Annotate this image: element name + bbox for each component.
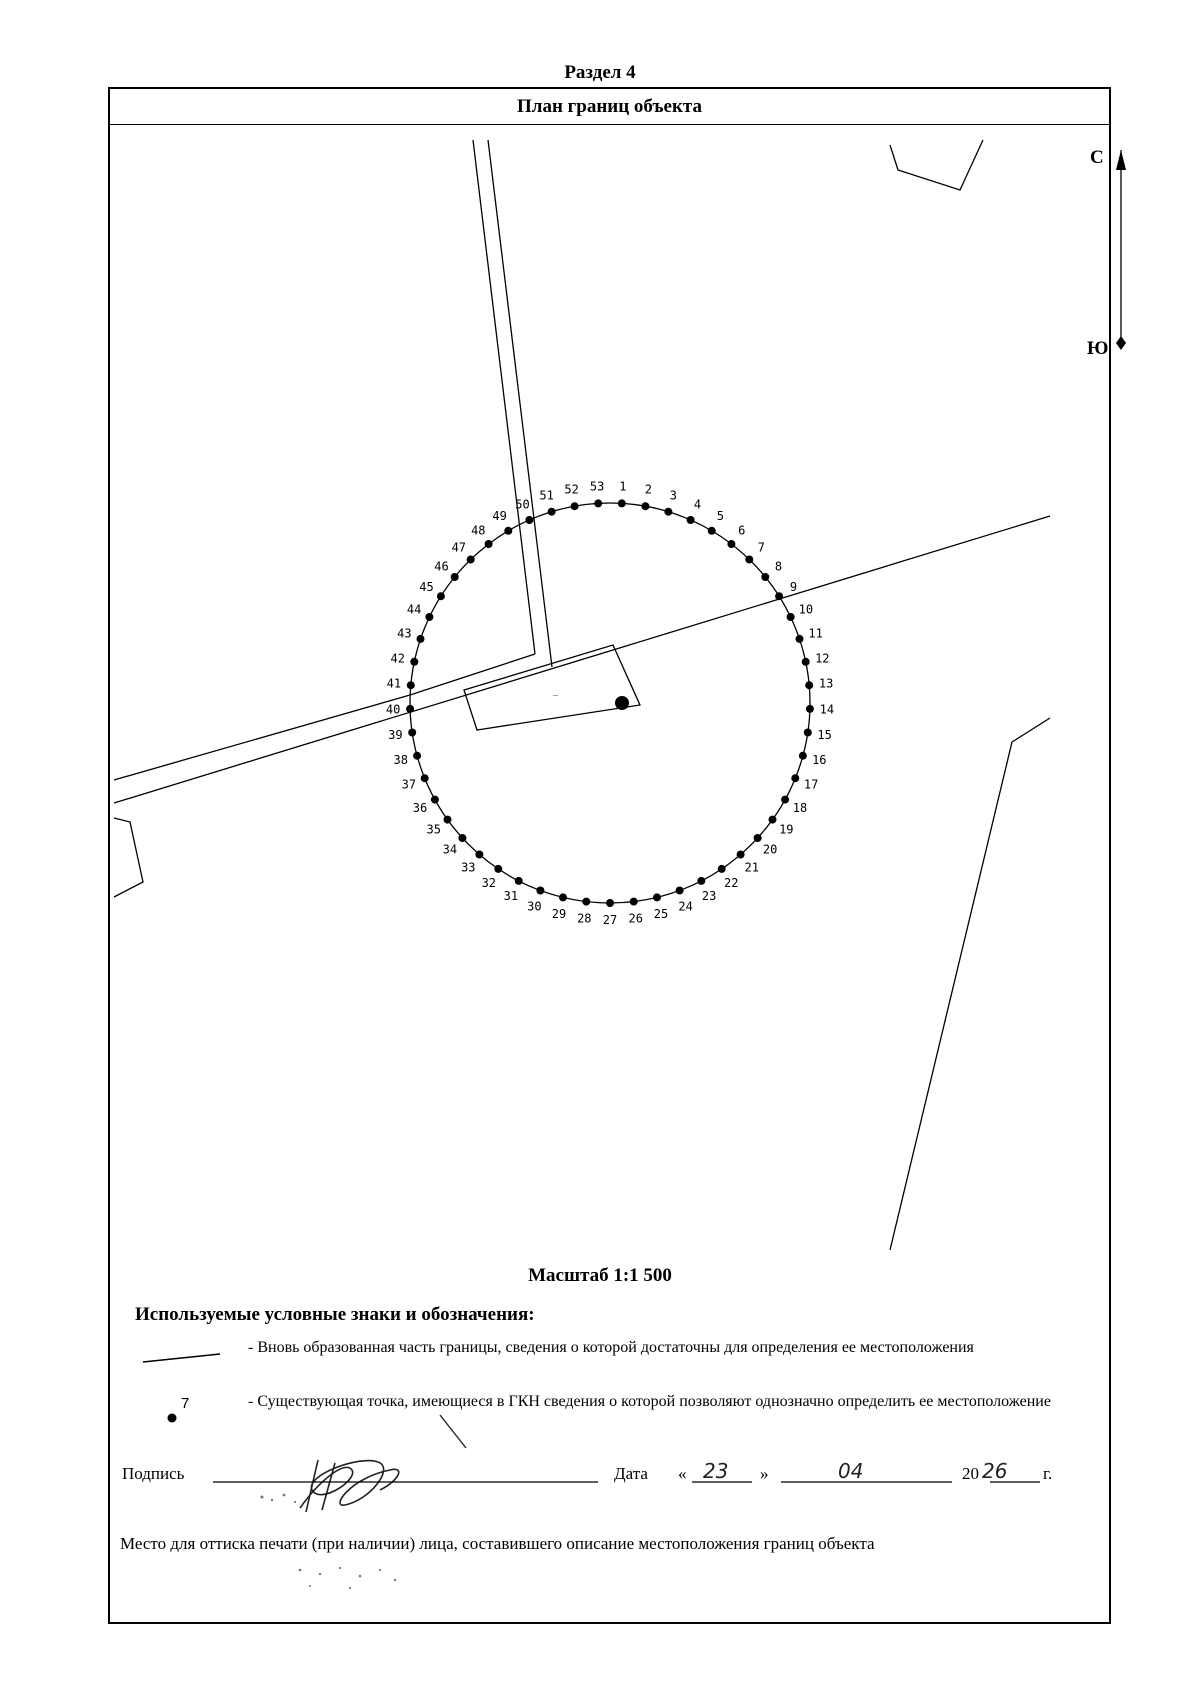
feature-line [890, 140, 983, 190]
north-arrow-head-icon [1116, 150, 1126, 170]
boundary-point-30 [536, 887, 544, 895]
boundary-point-53 [594, 499, 602, 507]
boundary-points [386, 479, 834, 927]
boundary-point-label: 51 [539, 488, 554, 503]
boundary-point-label: 53 [589, 479, 605, 494]
boundary-point-40 [406, 705, 414, 713]
boundary-point-44 [425, 613, 433, 621]
south-label: Ю [1087, 338, 1109, 359]
boundary-point-32 [494, 865, 502, 873]
date-open-quote: « [678, 1464, 687, 1483]
boundary-point-28 [582, 898, 590, 906]
boundary-point-label: 26 [628, 911, 643, 926]
legend-heading: Используемые условные знаки и обозначения: [135, 1304, 535, 1325]
boundary-point-label: 9 [789, 580, 798, 595]
boundary-point-label: 28 [577, 911, 592, 926]
date-day-value: 23 [703, 1459, 729, 1483]
boundary-point-50 [525, 516, 533, 524]
boundary-point-label: 1 [619, 479, 627, 494]
boundary-point-label: 50 [515, 497, 530, 512]
boundary-point-label: 2 [644, 482, 653, 497]
south-arrow-tail-icon [1116, 336, 1126, 350]
date-label: Дата [614, 1464, 648, 1483]
date-year-suffix: 26 [982, 1459, 1008, 1483]
boundary-point-22 [718, 865, 726, 873]
boundary-point-label: 12 [815, 651, 830, 666]
boundary-point-38 [413, 752, 421, 760]
plan-title: План границ объекта [110, 89, 1109, 125]
boundary-point-21 [737, 851, 745, 859]
boundary-point-label: 3 [669, 488, 678, 503]
boundary-point-31 [515, 877, 523, 885]
boundary-point-label: 42 [390, 651, 405, 666]
boundary-point-36 [431, 796, 439, 804]
boundary-point-14 [806, 705, 814, 713]
road-line [473, 140, 535, 654]
boundary-point-label: 25 [653, 906, 669, 921]
boundary-point-label: 35 [426, 822, 441, 837]
boundary-point-label: 40 [385, 702, 401, 717]
feature-line [114, 818, 143, 897]
boundary-point-41 [407, 681, 415, 689]
boundary-point-label: 31 [503, 889, 519, 904]
boundary-point-label: 6 [738, 523, 746, 538]
boundary-point-20 [754, 834, 762, 842]
date-close-quote: » [760, 1464, 769, 1483]
signature-label: Подпись [122, 1464, 185, 1483]
boundary-point-label: 15 [817, 728, 832, 742]
boundary-point-label: 13 [818, 676, 834, 691]
boundary-point-17 [791, 774, 799, 782]
boundary-point-23 [697, 877, 705, 885]
boundary-point-25 [653, 893, 661, 901]
boundary-point-24 [676, 887, 684, 895]
boundary-point-51 [548, 508, 556, 516]
legend-point-number: 7 [181, 1395, 190, 1412]
boundary-point-label: 49 [492, 509, 507, 524]
boundary-point-6 [727, 540, 735, 548]
boundary-point-18 [781, 796, 789, 804]
boundary-point-8 [761, 573, 769, 581]
cadastral-lines [114, 140, 1121, 1250]
boundary-point-label: 39 [388, 728, 403, 742]
boundary-point-label: 23 [701, 889, 717, 904]
boundary-point-42 [410, 658, 418, 666]
road-line [488, 140, 552, 667]
legend-existing-point-icon [168, 1414, 177, 1423]
signature-stroke [440, 1415, 466, 1448]
boundary-point-47 [467, 556, 475, 564]
date-month-value: 04 [838, 1459, 864, 1483]
boundary-point-label: 41 [386, 676, 402, 691]
parcel-mark: — [553, 693, 558, 699]
legend-existing-point-text: - Существующая точка, имеющиеся в ГКН сведения о которой позволяют однозначно определить ее местоположение [248, 1393, 1051, 1410]
boundary-point-16 [799, 752, 807, 760]
boundary-point-label: 52 [564, 482, 579, 497]
boundary-point-33 [475, 851, 483, 859]
boundary-point-label: 24 [678, 899, 693, 914]
boundary-point-48 [485, 540, 493, 548]
boundary-point-19 [769, 816, 777, 824]
boundary-point-2 [641, 502, 649, 510]
boundary-point-4 [687, 516, 695, 524]
boundary-point-label: 43 [397, 626, 412, 641]
boundary-point-15 [804, 729, 812, 737]
boundary-point-3 [664, 508, 672, 516]
boundary-point-7 [745, 556, 753, 564]
seal-place-text: Место для оттиска печати (при наличии) лица, составившего описание местоположения границ объекта [120, 1534, 875, 1553]
boundary-point-43 [417, 635, 425, 643]
boundary-point-27 [606, 899, 614, 907]
boundary-point-label: 47 [451, 540, 467, 555]
boundary-point-label: 20 [762, 842, 778, 857]
boundary-point-label: 4 [693, 497, 702, 512]
boundary-point-label: 14 [819, 702, 835, 717]
date-year-unit: г. [1043, 1464, 1053, 1483]
boundary-point-label: 30 [527, 899, 542, 914]
boundary-point-label: 37 [401, 777, 417, 792]
boundary-point-label: 34 [442, 842, 458, 857]
boundary-point-9 [775, 592, 783, 600]
boundary-point-39 [408, 729, 416, 737]
boundary-point-37 [421, 774, 429, 782]
boundary-point-label: 11 [808, 626, 823, 641]
date-year-prefix: 20 [962, 1464, 979, 1483]
road-line [114, 654, 535, 780]
boundary-point-label: 16 [812, 753, 827, 768]
section-title: Раздел 4 [564, 62, 636, 83]
feature-line [890, 718, 1050, 1250]
boundary-point-5 [708, 527, 716, 535]
boundary-point-label: 10 [798, 602, 814, 617]
boundary-point-45 [437, 592, 445, 600]
legend-new-boundary-line [143, 1354, 220, 1362]
boundary-point-label: 22 [723, 876, 739, 890]
boundary-point-label: 18 [792, 800, 808, 815]
boundary-point-26 [630, 898, 638, 906]
boundary-point-label: 45 [419, 580, 434, 595]
boundary-line [114, 516, 1050, 803]
boundary-point-label: 44 [406, 602, 422, 617]
boundary-point-10 [787, 613, 795, 621]
signature-scribble [300, 1460, 399, 1512]
boundary-point-label: 32 [481, 876, 497, 890]
boundary-point-label: 33 [461, 860, 476, 875]
boundary-point-52 [571, 502, 579, 510]
boundary-point-label: 48 [471, 523, 486, 538]
legend-new-boundary-text: - Вновь образованная часть границы, сведения о которой достаточны для определения ее местоположения [248, 1339, 974, 1356]
boundary-point-label: 38 [393, 753, 408, 768]
boundary-point-label: 21 [744, 860, 759, 875]
boundary-point-label: 36 [412, 800, 428, 815]
boundary-point-label: 8 [774, 559, 783, 574]
boundary-point-35 [444, 816, 452, 824]
boundary-point-11 [796, 635, 804, 643]
boundary-point-label: 7 [757, 540, 765, 555]
boundary-point-label: 19 [779, 822, 794, 837]
boundary-point-label: 46 [434, 559, 449, 574]
north-label: С [1090, 147, 1104, 168]
boundary-point-34 [458, 834, 466, 842]
boundary-point-label: 17 [803, 777, 819, 792]
existing-point-marker [615, 696, 629, 710]
boundary-point-label: 29 [551, 906, 567, 921]
boundary-point-29 [559, 893, 567, 901]
boundary-point-49 [504, 527, 512, 535]
boundary-point-12 [802, 658, 810, 666]
boundary-point-label: 27 [602, 913, 618, 927]
boundary-point-label: 5 [716, 509, 725, 524]
boundary-point-1 [618, 499, 626, 507]
scale-text: Масштаб 1:1 500 [528, 1265, 672, 1286]
boundary-point-46 [451, 573, 459, 581]
boundary-point-13 [805, 681, 813, 689]
